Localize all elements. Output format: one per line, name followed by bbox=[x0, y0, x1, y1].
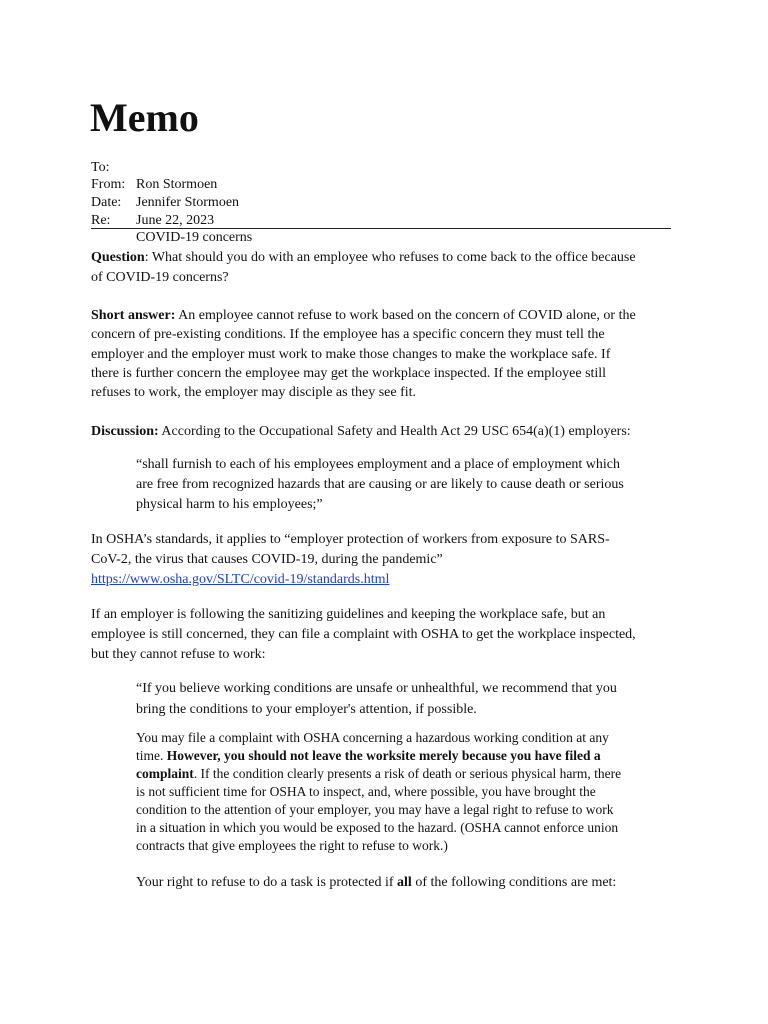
short-answer-line: refuses to work, the employer may disciple as they see fit. bbox=[91, 385, 417, 401]
file-complaint-line: contracts that give employees the right to refuse to work.) bbox=[136, 838, 448, 853]
quote-line: bring the conditions to your employer's attention, if possible. bbox=[136, 702, 477, 717]
right-to-refuse-text: Your right to refuse to do a task is protected if bbox=[136, 875, 398, 890]
quote-line: “If you believe working conditions are unsafe or unhealthful, we recommend that you bbox=[136, 681, 617, 696]
memo-header bbox=[91, 141, 253, 246]
header-from-label: From: bbox=[91, 177, 126, 193]
short-answer-text: An employee cannot refuse to work based on the concern of COVID alone, or the bbox=[175, 308, 636, 323]
quote-line: “shall furnish to each of his employees employment and a place of employment which bbox=[136, 457, 621, 472]
quote-line: physical harm to his employees;” bbox=[136, 497, 323, 512]
osha-standards-link[interactable]: https://www.osha.gov/SLTC/covid-19/standards.html bbox=[91, 572, 390, 587]
osha-link-line bbox=[91, 570, 610, 590]
employer-line: If an employer is following the sanitizing guidelines and keeping the workplace safe, but an bbox=[91, 607, 606, 622]
employer-line: employee is still concerned, they can file a complaint with OSHA to get the workplace inspected, bbox=[91, 627, 636, 642]
right-to-refuse-text: of the following conditions are met: bbox=[411, 875, 617, 890]
discussion-line bbox=[91, 422, 631, 442]
osha-standards-paragraph bbox=[91, 530, 610, 590]
header-to-value: Ron Stormoen bbox=[136, 177, 218, 193]
file-complaint-line: is not sufficient time for OSHA to inspect, and, where possible, you have brought the bbox=[136, 784, 596, 799]
file-complaint-line: in a situation in which you would be exposed to the hazard. (OSHA cannot enforce union bbox=[136, 820, 619, 835]
osha-standards-line: In OSHA’s standards, it applies to “employer protection of workers from exposure to SARS- bbox=[91, 532, 610, 547]
file-complaint-line: condition to the attention of your employer, you may have a legal right to refuse to work bbox=[136, 802, 614, 817]
file-complaint-text: time. bbox=[136, 748, 167, 763]
question-paragraph bbox=[91, 248, 636, 288]
short-answer-line: employer and the employer must work to make those changes to make the workplace safe. If bbox=[91, 346, 611, 362]
file-complaint-line: You may file a complaint with OSHA concerning a hazardous working condition at any bbox=[136, 730, 609, 745]
employer-paragraph bbox=[91, 605, 636, 665]
file-complaint-emphasis: complaint bbox=[136, 766, 194, 781]
short-answer-line: concern of pre-existing conditions. If the employee has a specific concern they must tell the bbox=[91, 327, 605, 343]
right-to-refuse-emphasis: all bbox=[397, 875, 412, 890]
header-re-value: COVID-19 concerns bbox=[136, 230, 253, 246]
header-re-label: Re: bbox=[91, 212, 111, 228]
memo-title: Memo bbox=[90, 95, 199, 140]
question-line: of COVID-19 concerns? bbox=[91, 270, 229, 285]
question-text: : What should you do with an employee who refuses to come back to the office because bbox=[144, 250, 636, 265]
question-line bbox=[91, 248, 636, 268]
osha-quote bbox=[136, 678, 617, 720]
discussion-paragraph bbox=[91, 422, 631, 442]
header-to-label: To: bbox=[91, 159, 110, 175]
quote-line: are free from recognized hazards that are causing or are likely to cause death or serious bbox=[136, 477, 624, 492]
short-answer-paragraph bbox=[91, 306, 636, 402]
question-label: Question bbox=[91, 250, 145, 265]
right-to-refuse-paragraph bbox=[136, 873, 616, 893]
file-complaint-paragraph bbox=[136, 729, 621, 855]
discussion-label: Discussion: bbox=[91, 424, 159, 439]
header-date-value: June 22, 2023 bbox=[136, 212, 215, 228]
employer-line: but they cannot refuse to work: bbox=[91, 647, 266, 662]
file-complaint-line bbox=[136, 765, 621, 783]
statute-quote bbox=[136, 455, 624, 515]
file-complaint-text: . If the condition clearly presents a risk of death or serious physical harm, there bbox=[193, 766, 622, 781]
header-date-label: Date: bbox=[91, 195, 122, 211]
short-answer-line bbox=[91, 306, 636, 325]
osha-standards-line: CoV-2, the virus that causes COVID-19, during the pandemic” bbox=[91, 552, 443, 567]
header-from-value: Jennifer Stormoen bbox=[136, 195, 240, 211]
discussion-text: According to the Occupational Safety and Health Act 29 USC 654(a)(1) employers: bbox=[158, 424, 631, 439]
file-complaint-emphasis: However, you should not leave the worksite merely because you have filed a bbox=[166, 748, 601, 763]
right-to-refuse-line bbox=[136, 873, 616, 893]
header-divider bbox=[91, 228, 671, 229]
short-answer-line: there is further concern the employee may get the workplace inspected. If the employee still bbox=[91, 365, 607, 381]
file-complaint-line bbox=[136, 747, 621, 765]
short-answer-label: Short answer: bbox=[91, 308, 176, 323]
